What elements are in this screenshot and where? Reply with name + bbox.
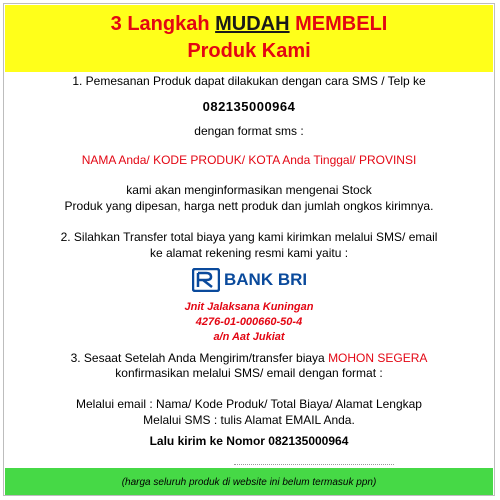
step2-text: 2. Silahkan Transfer total biaya yang kami kirimkan melalui SMS/ email: [60, 230, 438, 244]
bank-account-number: 4276-01-000660-50-4: [195, 316, 303, 328]
step3-email-format: Melalui email : Nama/ Kode Produk/ Total Biaya/ Alamat Lengkap: [76, 397, 422, 411]
page-title: [5, 12, 493, 36]
step3-urgent: MOHON SEGERA: [328, 351, 428, 365]
step1-text: 1. Pemesanan Produk dapat dilakukan dengan cara SMS / Telp ke: [72, 74, 426, 88]
purchase-steps-panel: [3, 3, 495, 496]
step3-sms-format: Melalui SMS : tulis Alamat EMAIL Anda.: [143, 413, 355, 427]
step1-sms-format: NAMA Anda/ KODE PRODUK/ KOTA Anda Tinggal/ PROVINSI: [81, 153, 417, 167]
step3-send-to: Lalu kirim ke Nomor 082135000964: [149, 434, 349, 448]
title-suffix: MEMBELI: [289, 13, 388, 35]
step2-text-2: ke alamat rekening resmi kami yaitu :: [149, 246, 349, 260]
step1-phone: 082135000964: [202, 99, 296, 114]
bank-bri-logo-icon: [192, 268, 220, 292]
bank-name: BANK BRI: [224, 270, 308, 289]
header-banner: [5, 5, 493, 72]
step1-info-1: kami akan menginformasikan mengenai Stock: [126, 183, 372, 197]
bank-account-holder: a/n Aat Jukiat: [213, 331, 285, 343]
footer-banner: [5, 468, 493, 495]
page-subtitle: Produk Kami: [187, 40, 311, 62]
step3-text-main: 3. Sesaat Setelah Anda Mengirim/transfer biaya: [70, 351, 329, 365]
step3-text-2: konfirmasikan melalui SMS/ email dengan format :: [115, 366, 383, 380]
step3-text: [4, 351, 494, 366]
footer-note: (harga seluruh produk di website ini belum termasuk ppn): [121, 477, 377, 488]
title-emphasis: MUDAH: [215, 13, 290, 35]
step1-format-label: dengan format sms :: [194, 124, 304, 138]
bank-branch: Jnit Jalaksana Kuningan: [184, 301, 314, 313]
step1-info-2: Produk yang dipesan, harga nett produk dan jumlah ongkos kirimnya.: [64, 199, 434, 213]
title-prefix: 3 Langkah: [110, 13, 216, 35]
